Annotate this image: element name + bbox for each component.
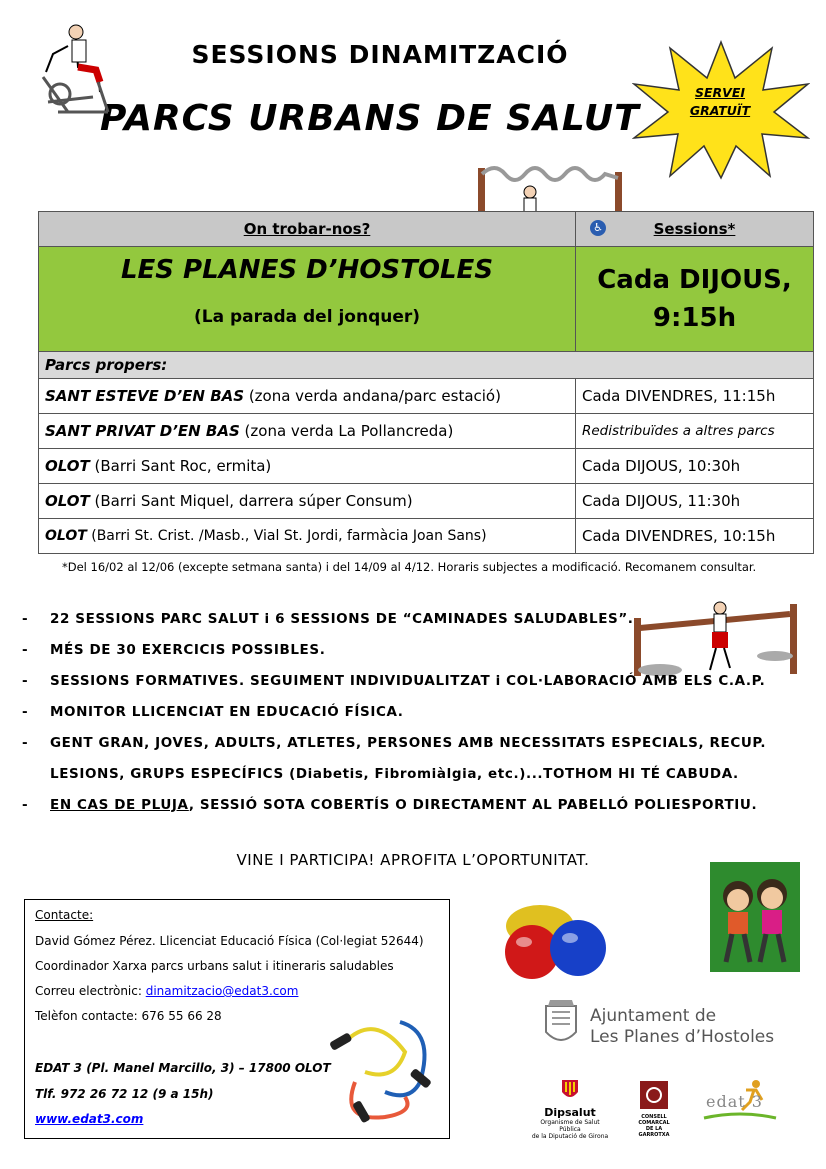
park-name: SANT PRIVAT D’EN BAS [45, 422, 240, 440]
main-location-row [39, 247, 814, 352]
ajuntament-line1: Ajuntament de [590, 1006, 717, 1026]
call-to-action: VINE I PARTICIPA! APROFITA L’OPORTUNITAT. [236, 851, 590, 869]
list-item: - MONITOR LLICENCIAT EN EDUCACIÓ FÍSICA. [22, 704, 404, 720]
contact-address: EDAT 3 (Pl. Manel Marcillo, 3) – 17800 OLOT [35, 1061, 331, 1075]
park-detail: (zona verda andana/parc estació) [244, 387, 501, 405]
dipsalut-sub2: de la Diputació de Girona [531, 1133, 609, 1140]
list-item: - 22 SESSIONS PARC SALUT i 6 SESSIONS DE “CAMINADES SALUDABLES”. [22, 611, 634, 627]
dipsalut-logo [530, 1078, 610, 1140]
consell-comarcal-logo [636, 1080, 672, 1138]
park-cell [39, 449, 576, 484]
list-item [22, 759, 822, 790]
wheelchair-icon: ♿ [590, 220, 606, 236]
resistance-bands-illustration [325, 1012, 443, 1132]
list-item-text: 22 SESSIONS PARC SALUT i 6 SESSIONS DE “CAMINADES SALUDABLES”. [50, 611, 634, 627]
web-link[interactable]: www.edat3.com [35, 1112, 144, 1126]
table-header [39, 212, 814, 247]
park-cell [39, 414, 576, 449]
email-link[interactable]: dinamitzacio@edat3.com [145, 984, 299, 998]
email-label: Correu electrònic: [35, 984, 146, 998]
exercise-bike-illustration [38, 22, 120, 120]
park-detail: (Barri Sant Miquel, darrera súper Consum) [89, 492, 413, 510]
col-location-header: On trobar-nos? [39, 212, 576, 247]
dipsalut-crest-icon [560, 1078, 580, 1102]
contact-email-line [35, 984, 298, 998]
contact-box [24, 899, 450, 1139]
park-name: OLOT [45, 457, 90, 475]
table-row [39, 484, 814, 519]
kids-walking-image [710, 862, 800, 972]
contact-person: David Gómez Pérez. Llicenciat Educació Física (Col·legiat 52644) [35, 934, 424, 948]
main-session-day: Cada DIJOUS, [597, 265, 792, 295]
list-item: - GENT GRAN, JOVES, ADULTS, ATLETES, PERSONES AMB NECESSITATS ESPECIALS, RECUP. [22, 735, 767, 751]
main-session-time: 9:15h [652, 303, 737, 333]
main-location-cell [39, 247, 576, 352]
main-session-cell [576, 247, 814, 352]
list-item-text: MÉS DE 30 EXERCICIS POSSIBLES. [50, 642, 326, 658]
table-row [39, 519, 814, 554]
park-name: OLOT [45, 528, 87, 544]
rain-underlined: EN CAS DE PLUJA [50, 797, 189, 813]
list-item: - MÉS DE 30 EXERCICIS POSSIBLES. [22, 642, 326, 658]
consell-name: CONSELL COMARCAL DE LA GARROTXA [638, 1114, 670, 1138]
badge-line1: SERVEI [694, 85, 746, 100]
session-cell: Cada DIJOUS, 10:30h [576, 449, 814, 484]
list-item-text: MONITOR LLICENCIAT EN EDUCACIÓ FÍSICA. [50, 704, 404, 720]
schedule-note: *Del 16/02 al 12/06 (excepte setmana santa) i del 14/09 al 4/12. Horaris subjectes a modificació. Recomanem consultar. [62, 560, 757, 574]
parks-table [38, 211, 814, 554]
col-sessions-label: Sessions* [653, 220, 736, 238]
park-name: OLOT [45, 492, 90, 510]
park-cell [39, 379, 576, 414]
dipsalut-sub1: Organisme de Salut Pública [540, 1119, 600, 1133]
consell-emblem-icon [639, 1080, 669, 1110]
nearby-label: Parcs propers: [39, 352, 814, 379]
dipsalut-name: Dipsalut [544, 1106, 596, 1119]
table-row [39, 449, 814, 484]
park-cell [39, 484, 576, 519]
list-item: - SESSIONS FORMATIVES. SEGUIMENT INDIVIDUALITZAT i COL·LABORACIÓ AMB ELS C.A.P. [22, 673, 766, 689]
rain-text: , SESSIÓ SOTA COBERTÍS O DIRECTAMENT AL PABELLÓ POLIESPORTIU. [188, 797, 758, 813]
session-cell: Redistribuïdes a altres parcs [576, 414, 814, 449]
park-detail: (Barri St. Crist. /Masb., Vial St. Jordi, farmàcia Joan Sans) [86, 528, 487, 544]
nearby-header-row [39, 352, 814, 379]
exercise-balls-image [500, 902, 612, 982]
table-row [39, 414, 814, 449]
park-detail: (zona verda La Pollancreda) [239, 422, 454, 440]
park-cell [39, 519, 576, 554]
table-row [39, 379, 814, 414]
session-cell: Cada DIVENDRES, 11:15h [576, 379, 814, 414]
col-sessions-header [576, 212, 814, 247]
contact-heading: Contacte: [35, 908, 94, 922]
page-title: PARCS URBANS DE SALUT [100, 98, 640, 139]
main-location-sub: (La parada del jonquer) [193, 307, 421, 327]
contact-role: Coordinador Xarxa parcs urbans salut i itineraris saludables [35, 959, 394, 973]
list-item-text: SESSIONS FORMATIVES. SEGUIMENT INDIVIDUALITZAT i COL·LABORACIÓ AMB ELS C.A.P. [50, 673, 766, 689]
edat3-text: edat 3 [706, 1092, 763, 1111]
ajuntament-line2: Les Planes d’Hostoles [590, 1027, 775, 1047]
badge-text [678, 84, 762, 120]
contact-phone: Telèfon contacte: 676 55 66 28 [35, 1009, 222, 1023]
main-location: LES PLANES D’HOSTOLES [120, 255, 494, 285]
list-item-text: LESIONS, GRUPS ESPECÍFICS (Diabetis, Fibromiàlgia, etc.)...TOTHOM HI TÉ CABUDA. [50, 766, 739, 782]
badge-line2: GRATUÏT [689, 103, 751, 118]
park-name: SANT ESTEVE D’EN BAS [45, 387, 245, 405]
list-item-text: GENT GRAN, JOVES, ADULTS, ATLETES, PERSONES AMB NECESSITATS ESPECIALS, RECUP. [50, 735, 767, 751]
session-cell: Cada DIJOUS, 11:30h [576, 484, 814, 519]
feature-list [22, 604, 822, 821]
park-detail: (Barri Sant Roc, ermita) [89, 457, 272, 475]
ajuntament-name [590, 1006, 774, 1048]
office-phone: Tlf. 972 26 72 12 (9 a 15h) [35, 1087, 214, 1101]
ajuntament-shield-logo [540, 992, 582, 1050]
edat3-logo [700, 1076, 780, 1126]
title-top: SESSIONS DINAMITZACIÓ [191, 40, 569, 69]
main-session [582, 261, 807, 337]
session-cell: Cada DIVENDRES, 10:15h [576, 519, 814, 554]
list-item: - EN CAS DE PLUJA, SESSIÓ SOTA COBERTÍS O DIRECTAMENT AL PABELLÓ POLIESPORTIU. [22, 797, 758, 813]
